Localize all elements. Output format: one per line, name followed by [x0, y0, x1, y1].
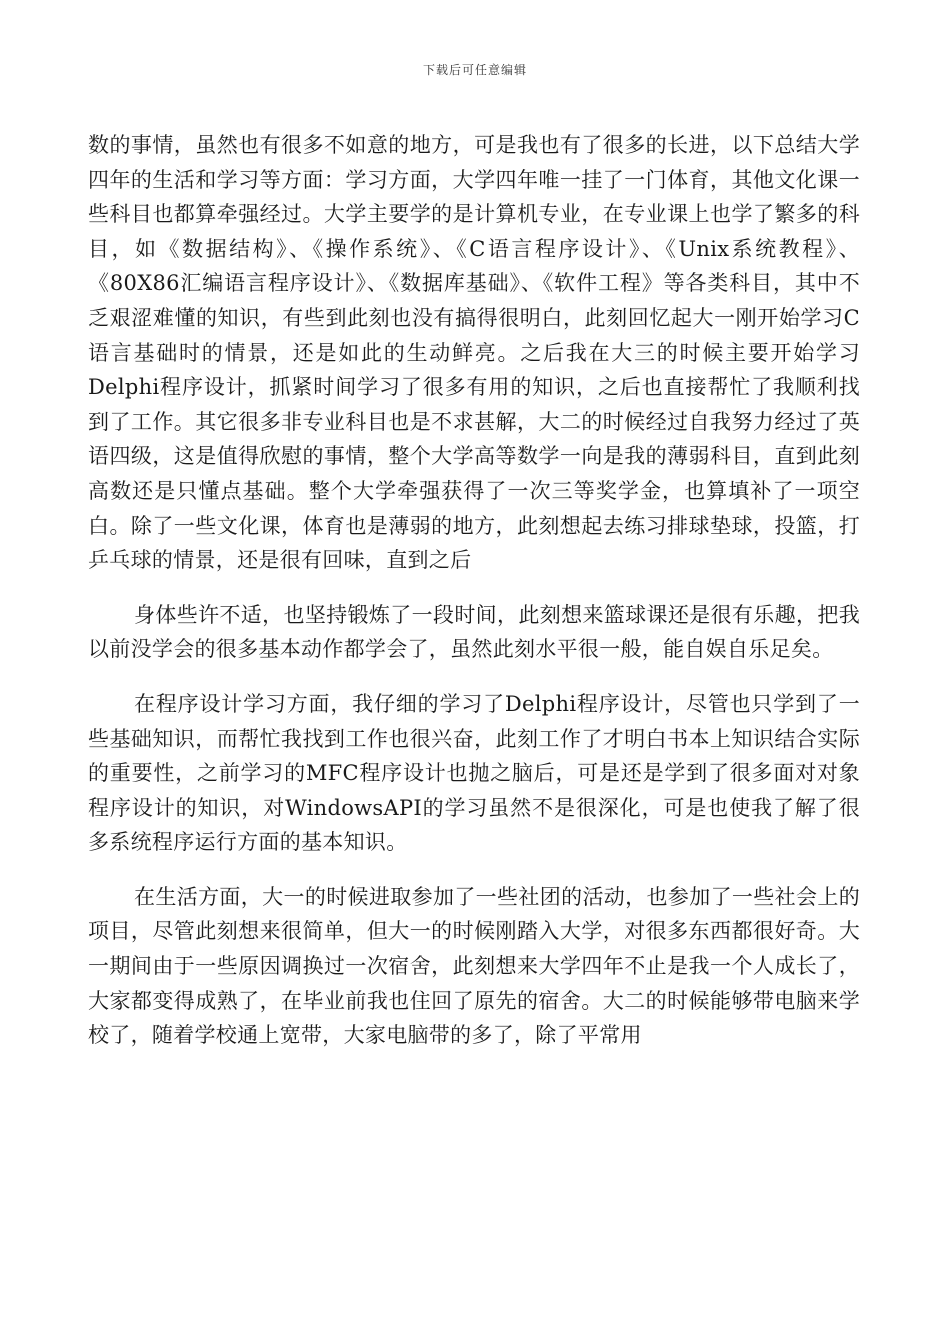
document-body [88, 128, 860, 1073]
page-header-note: 下载后可任意编辑 [422, 63, 527, 77]
paragraph-campus-life: 在生活方面，大一的时候进取参加了一些社团的活动，也参加了一些社会上的项目，尽管此刻想来很简单，但大一的时候刚踏入大学，对很多东西都很好奇。大一期间由于一些原因调换过一次宿舍，此刻想来大学四年不止是我一个人成长了，大家都变得成熟了，在毕业前我也住回了原先的宿舍。大二的时候能够带电脑来学校了，随着学校通上宽带，大家电脑带的多了，除了平常用 [88, 884, 860, 1048]
paragraph-programming-study: 在程序设计学习方面，我仔细的学习了Delphi程序设计，尽管也只学到了一些基础知识，而帮忙我找到工作也很兴奋，此刻工作了才明白书本上知识结合实际的重要性，之前学习的MFC程序设计也抛之脑后，可是还是学到了很多面对对象程序设计的知识，对WindowsAPI的学习虽然不是很深化，可是也使我了解了很多系统程序运行方面的基本知识。 [88, 691, 860, 855]
paragraph-study-summary: 数的事情，虽然也有很多不如意的地方，可是我也有了很多的长进，以下总结大学四年的生活和学习等方面：学习方面，大学四年唯一挂了一门体育，其他文化课一些科目也都算牵强经过。大学主要学的是计算机专业，在专业课上也学了繁多的科目，如《数据结构》、《操作系统》、《C语言程序设计》、《Unix系统教程》、《80X86汇编语言程序设计》、《数据库基础》、《软件工程》等各类科目，其中不乏艰涩难懂的知识，有些到此刻也没有搞得很明白，此刻回忆起大一刚开始学习C语言基础时的情景，还是如此的生动鲜亮。之后我在大三的时候主要开始学习Delphi程序设计，抓紧时间学习了很多有用的知识，之后也直接帮忙了我顺利找到了工作。其它很多非专业科目也是不求甚解，大二的时候经过自我努力经过了英语四级，这是值得欣慰的事情，整个大学高等数学一向是我的薄弱科目，直到此刻高数还是只懂点基础。整个大学牵强获得了一次三等奖学金，也算填补了一项空白。除了一些文化课，体育也是薄弱的地方，此刻想起去练习排球垫球，投篮，打乒乓球的情景，还是很有回味，直到之后 [88, 133, 860, 573]
paragraph-physical-exercise: 身体些许不适，也坚持锻炼了一段时间，此刻想来篮球课还是很有乐趣，把我以前没学会的很多基本动作都学会了，虽然此刻水平很一般，能自娱自乐足矣。 [88, 602, 860, 662]
